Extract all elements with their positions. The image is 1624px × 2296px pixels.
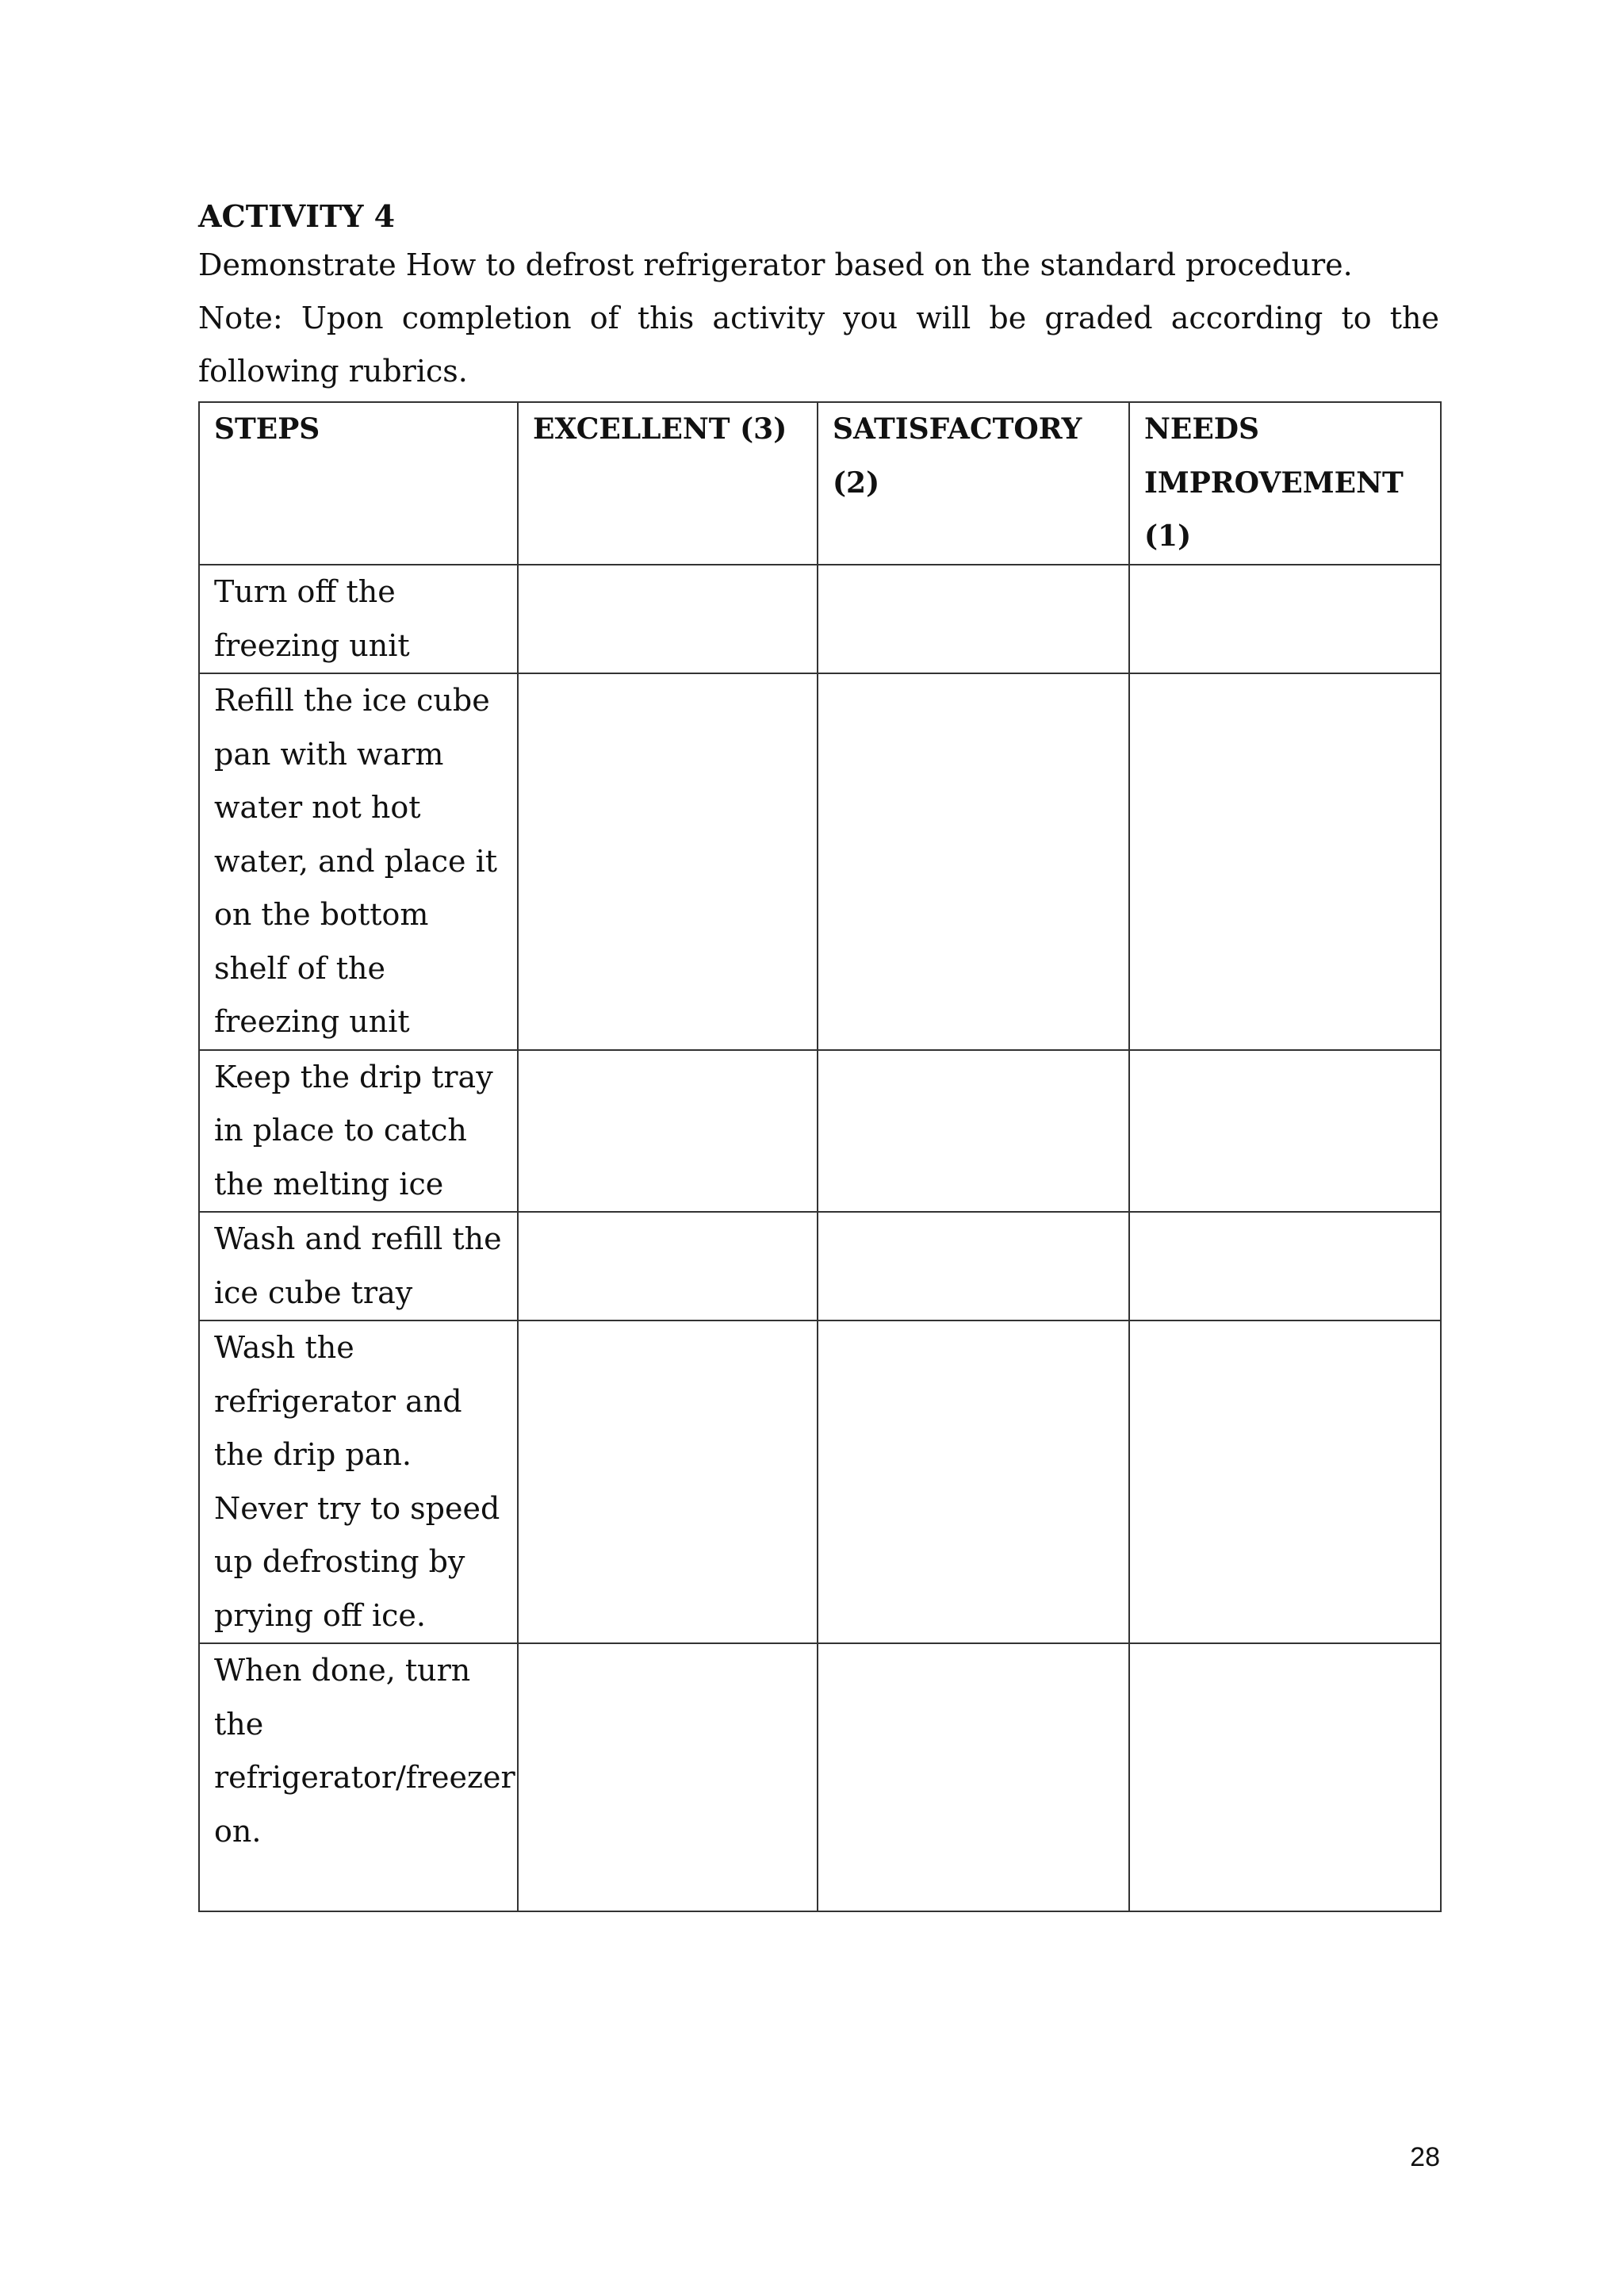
needs-improvement-cell[interactable]: [1129, 565, 1441, 673]
activity-section: [198, 194, 1439, 1912]
table-row: [199, 565, 1441, 673]
step-cell: Refill the ice cube pan with warm water not hot water, and place it on the bottom shelf of the freezing unit: [199, 673, 518, 1050]
needs-improvement-cell[interactable]: [1129, 1643, 1441, 1911]
header-excellent: EXCELLENT (3): [518, 402, 818, 565]
needs-improvement-cell[interactable]: [1129, 1212, 1441, 1320]
header-needs-improvement: NEEDS IMPROVEMENT (1): [1129, 402, 1441, 565]
table-row: [199, 1050, 1441, 1213]
satisfactory-cell[interactable]: [818, 1320, 1129, 1643]
step-cell: Wash the refrigerator and the drip pan. Never try to speed up defrosting by prying off ice.: [199, 1320, 518, 1643]
excellent-cell[interactable]: [518, 1320, 818, 1643]
excellent-cell[interactable]: [518, 673, 818, 1050]
needs-improvement-cell[interactable]: [1129, 673, 1441, 1050]
rubric-header-row: [199, 402, 1441, 565]
activity-heading: ACTIVITY 4: [198, 198, 396, 234]
table-row: [199, 1212, 1441, 1320]
table-row: [199, 673, 1441, 1050]
satisfactory-cell[interactable]: [818, 565, 1129, 673]
satisfactory-cell[interactable]: [818, 673, 1129, 1050]
satisfactory-cell[interactable]: [818, 1212, 1129, 1320]
step-cell: Wash and refill the ice cube tray: [199, 1212, 518, 1320]
excellent-cell[interactable]: [518, 1643, 818, 1911]
table-row: [199, 1320, 1441, 1643]
needs-improvement-cell[interactable]: [1129, 1320, 1441, 1643]
activity-note: Note: Upon completion of this activity you will be graded according to the following rubrics.: [198, 301, 1439, 389]
rubric-table: [198, 401, 1442, 1912]
needs-improvement-cell[interactable]: [1129, 1050, 1441, 1213]
excellent-cell[interactable]: [518, 1050, 818, 1213]
satisfactory-cell[interactable]: [818, 1050, 1129, 1213]
step-cell: Turn off the freezing unit: [199, 565, 518, 673]
excellent-cell[interactable]: [518, 565, 818, 673]
activity-instruction: Demonstrate How to defrost refrigerator based on the standard procedure.: [198, 247, 1353, 282]
table-row: [199, 1643, 1441, 1911]
step-cell: When done, turn the refrigerator/freezer on.: [199, 1643, 518, 1911]
header-satisfactory: SATISFACTORY (2): [818, 402, 1129, 565]
satisfactory-cell[interactable]: [818, 1643, 1129, 1911]
page-number: 28: [1410, 2142, 1440, 2172]
header-steps: STEPS: [199, 402, 518, 565]
step-cell: Keep the drip tray in place to catch the melting ice: [199, 1050, 518, 1213]
excellent-cell[interactable]: [518, 1212, 818, 1320]
